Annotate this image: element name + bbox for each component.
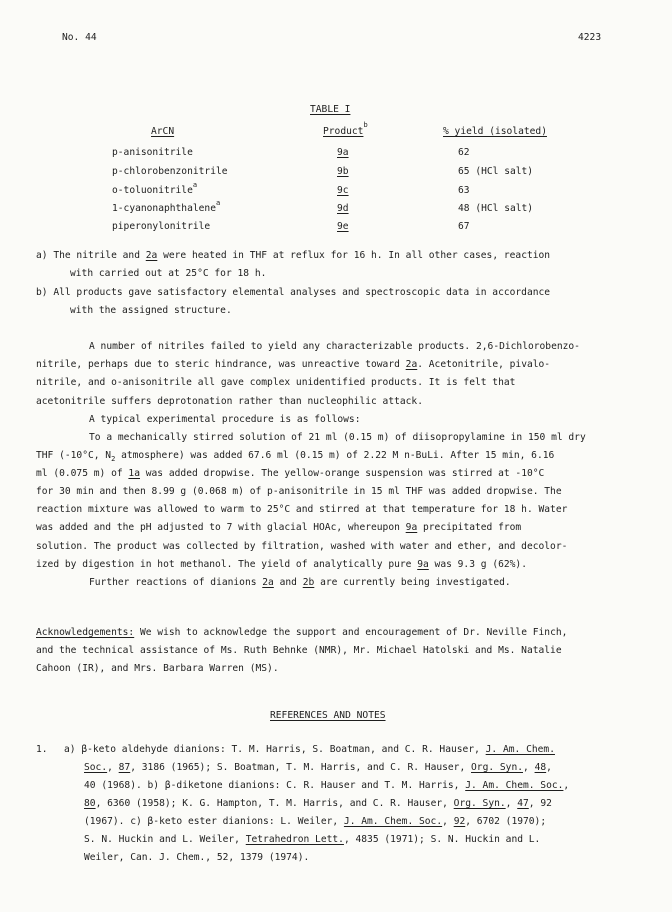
body-text: nitrile, and o-anisonitrile all gave complex unidentified products. It is felt that [36, 377, 516, 388]
table-row: 1-cyanonaphthalene$^a$ [112, 199, 221, 214]
footnote-a-cont: with carried out at 25°C for 18 h. [70, 268, 267, 279]
procedure-text: THF (-10°C, $N_2$ atmosphere) was added 67.6 ml (0.15 m) of 2.22 M n-BuLi. After 15 min, 6.16 [36, 450, 555, 463]
product-label: 9d [337, 203, 349, 214]
product-label: 9e [337, 221, 349, 232]
column-header-arcn: ArCN [151, 126, 175, 137]
reference-entry: Soc., 87, 3186 (1965); S. Boatman, T. M. Harris, and C. R. Hauser, Org. Syn., 48, [84, 762, 552, 773]
footnote-b: b) All products gave satisfactory elemental analyses and spectroscopic data in accordance [36, 287, 551, 298]
body-text: A typical experimental procedure is as follows: [89, 414, 361, 425]
table-row: p-anisonitrile [112, 147, 193, 158]
yield-value: 62 [458, 147, 470, 158]
yield-value: 63 [458, 185, 470, 196]
product-label: 9c [337, 185, 349, 196]
procedure-text: reaction mixture was allowed to warm to 25°C and stirred at that temperature for 18 h. Water [36, 504, 568, 515]
journal-number: No. 44 [62, 32, 97, 43]
acknowledgements: Acknowledgements: We wish to acknowledge the support and encouragement of Dr. Neville Finch, [36, 627, 568, 638]
column-header-product: Product$^b$ [323, 121, 368, 137]
reference-entry: Weiler, Can. J. Chem., 52, 1379 (1974). [84, 852, 310, 863]
body-text: acetonitrile suffers deprotonation rather than nucleophilic attack. [36, 396, 423, 407]
reference-entry: 40 (1968). b) β-diketone dianions: C. R. Hauser and T. M. Harris, J. Am. Chem. Soc., [84, 780, 570, 791]
table-row: p-chlorobenzonitrile [112, 166, 228, 177]
product-label: 9a [337, 147, 349, 158]
table-title: TABLE I [310, 104, 351, 115]
procedure-text: ml (0.075 m) of 1a was added dropwise. The yellow-orange suspension was stirred at -10°C [36, 468, 545, 479]
body-text: A number of nitriles failed to yield any characterizable products. 2,6-Dichlorobenzo- [89, 341, 580, 352]
procedure-text: for 30 min and then 8.99 g (0.068 m) of p-anisonitrile in 15 ml THF was added dropwise. The [36, 486, 562, 497]
reference-entry: (1967). c) β-keto ester dianions: L. Weiler, J. Am. Chem. Soc., 92, 6702 (1970); [84, 816, 547, 827]
yield-value: 65 (HCl salt) [458, 166, 534, 177]
footnote-a: a) The nitrile and 2a were heated in THF at reflux for 16 h. In all other cases, reaction [36, 250, 551, 261]
procedure-text: was added and the pH adjusted to 7 with glacial HOAc, whereupon 9a precipitated from [36, 522, 522, 533]
yield-value: 48 (HCl salt) [458, 203, 534, 214]
footnote-b-cont: with the assigned structure. [70, 305, 232, 316]
procedure-text: ized by digestion in hot methanol. The yield of analytically pure 9a was 9.3 g (62%). [36, 559, 527, 570]
reference-entry: S. N. Huckin and L. Weiler, Tetrahedron Lett., 4835 (1971); S. N. Huckin and L. [84, 834, 541, 845]
table-row: o-toluonitrile$^a$ [112, 181, 198, 196]
reference-entry: 80, 6360 (1958); K. G. Hampton, T. M. Harris, and C. R. Hauser, Org. Syn., 47, 92 [84, 798, 552, 809]
acknowledgements-text: and the technical assistance of Ms. Ruth Behnke (NMR), Mr. Michael Hatolski and Ms. Natalie [36, 645, 562, 656]
acknowledgements-text: Cahoon (IR), and Mrs. Barbara Warren (MS). [36, 663, 279, 674]
references-heading: REFERENCES AND NOTES [270, 710, 386, 721]
procedure-text: solution. The product was collected by filtration, washed with water and ether, and decolor- [36, 541, 568, 552]
page-number: 4223 [578, 32, 602, 43]
reference-number: 1. [36, 744, 48, 755]
product-label: 9b [337, 166, 349, 177]
body-text: Further reactions of dianions 2a and 2b are currently being investigated. [89, 577, 511, 588]
yield-value: 67 [458, 221, 470, 232]
body-text: nitrile, perhaps due to steric hindrance, was unreactive toward 2a. Acetonitrile, pivalo- [36, 359, 551, 370]
reference-entry: a) β-keto aldehyde dianions: T. M. Harris, S. Boatman, and C. R. Hauser, J. Am. Chem. [64, 744, 555, 755]
column-header-yield: % yield (isolated) [443, 126, 547, 137]
procedure-text: To a mechanically stirred solution of 21 ml (0.15 m) of diisopropylamine in 150 ml dry [89, 432, 586, 443]
table-row: piperonylonitrile [112, 221, 211, 232]
